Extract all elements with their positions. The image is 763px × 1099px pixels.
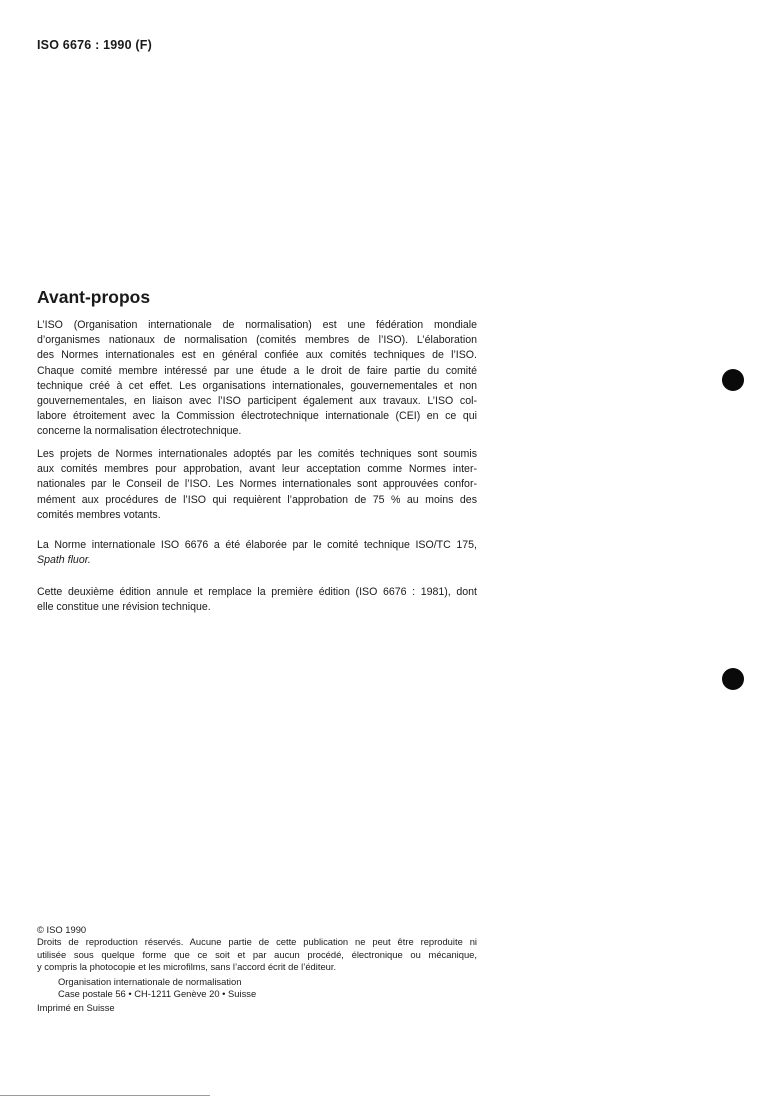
text-line: technique créé à cet effet. Les organisations internationales, gouvernementales et non: [37, 379, 477, 392]
scan-edge-line: [0, 1095, 210, 1096]
committee-name: Spath fluor.: [37, 554, 91, 567]
rights-line: Droits de reproduction réservés. Aucune partie de cette publication ne peut être reproduite ni: [37, 936, 477, 948]
text-line: labore étroitement avec la Commission électrotechnique internationale (CEI) en ce qui: [37, 410, 477, 423]
margin-bullet-mark: [722, 369, 744, 391]
text-line: d’organismes nationaux de normalisation (comités membres de l’ISO). L’élaboration: [37, 334, 477, 347]
foreword-paragraph-2: [37, 447, 477, 523]
foreword-paragraph-4: [37, 585, 477, 615]
text-line: comités membres votants.: [37, 508, 161, 521]
text-line: concerne la normalisation électrotechnique.: [37, 425, 242, 438]
foreword-paragraph-3: [37, 538, 477, 568]
rights-line: y compris la photocopie et les microfilms, sans l’accord écrit de l’éditeur.: [37, 961, 337, 973]
text-line: Cette deuxième édition annule et remplace la première édition (ISO 6676 : 1981), dont: [37, 586, 477, 598]
foreword-paragraph-1: [37, 318, 477, 440]
printed-in: Imprimé en Suisse: [37, 1002, 115, 1014]
organisation-name: Organisation internationale de normalisation: [58, 975, 242, 987]
rights-line: utilisée sous quelque forme que ce soit et par aucun procédé, électronique ou mécanique,: [37, 948, 477, 960]
text-line: aux comités membres pour approbation, avant leur acceptation comme Normes inter-: [37, 463, 477, 476]
margin-bullet-mark: [722, 668, 744, 690]
text-line: elle constitue une révision technique.: [37, 601, 211, 614]
text-line: L’ISO (Organisation internationale de normalisation) est une fédération mondiale: [37, 319, 477, 331]
copyright-footer: [37, 924, 477, 1015]
text-line: des Normes internationales est en général confiée aux comités techniques de l’ISO.: [37, 349, 477, 362]
copyright-line: © ISO 1990: [37, 924, 87, 935]
text-line: Chaque comité membre intéressé par une étude a le droit de faire partie du comité: [37, 364, 477, 377]
text-line: mément aux procédures de l’ISO qui requièrent l’approbation de 75 % au moins des: [37, 493, 477, 506]
text-line: nationales par le Conseil de l’ISO. Les Normes internationales sont approuvées confor-: [37, 478, 477, 491]
standard-id-header: ISO 6676 : 1990 (F): [37, 38, 152, 52]
text-line: gouvernementales, en liaison avec l’ISO participent également aux travaux. L’ISO col-: [37, 395, 477, 408]
text-line: La Norme internationale ISO 6676 a été élaborée par le comité technique ISO/TC 175,: [37, 539, 477, 551]
text-line: Les projets de Normes internationales adoptés par les comités techniques sont soumis: [37, 448, 477, 460]
postal-address: Case postale 56 • CH-1211 Genève 20 • Suisse: [58, 988, 257, 1000]
page-title: Avant-propos: [37, 287, 151, 307]
